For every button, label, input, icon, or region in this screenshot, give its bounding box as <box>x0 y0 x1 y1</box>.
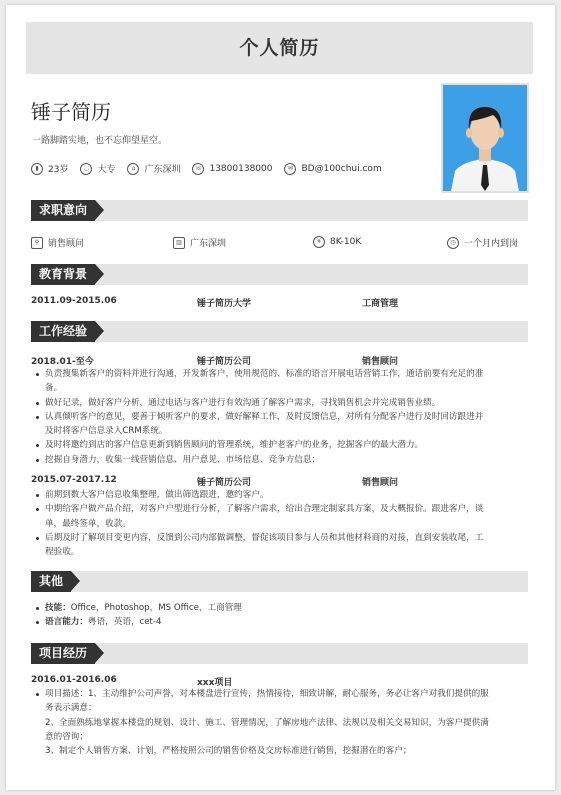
candidate-name: 锤子简历 <box>31 100 111 124</box>
list-item: 中期给客户做产品介绍，对客户户型进行分析，了解客户需求，给出合理定制家具方案，及大概报价。跟进客户，谈 <box>45 502 542 516</box>
info-phone: ☏ 13800138000 <box>192 163 272 175</box>
job-icon: ⚲ <box>31 237 43 249</box>
section-work <box>31 321 528 342</box>
personal-info <box>31 162 394 175</box>
list-item: 认真倾听客户的意见，要善于倾听客户的要求，做好解释工作，及时反馈信息，对所有分配客户进行及时回访跟进并 <box>45 410 542 424</box>
job-bullets <box>31 367 542 467</box>
section-title: 教育背景 <box>31 264 95 285</box>
job-bullets <box>31 488 542 559</box>
list-item: 前期到数大客户信息收集整理，做出筛选跟进，邀约客户。 <box>45 488 542 502</box>
list-item: 语言能力：粤语，英语，cet-4 <box>45 615 542 629</box>
phone-icon: ☏ <box>192 163 204 175</box>
avatar <box>441 83 529 193</box>
list-item: 项目描述：1、主动维护公司声誉，对本楼盘进行宣传，热情接待，细致讲解，耐心服务，务必让客户对我们提供的服 <box>45 687 542 701</box>
info-email: ✉ BD@100chui.com <box>284 163 381 175</box>
other-list <box>31 601 542 630</box>
section-other <box>31 571 528 592</box>
page-title: 个人简历 <box>26 22 533 74</box>
section-title: 其他 <box>31 571 71 592</box>
list-item: 务表示满意； <box>45 703 97 714</box>
section-title: 求职意向 <box>31 200 95 221</box>
list-item: 技能：Office，Photoshop，MS Office，工商管理 <box>45 601 542 615</box>
intent-arrival: ◷ 一个月内到岗 <box>447 236 518 249</box>
motto: 一路脚踏实地，也不忘仰望星空。 <box>32 136 168 146</box>
list-item: 负责搜集新客户的资料并进行沟通，开发新客户，使用规范的、标准的语言开展电话营销工作，通话前要有充足的准 <box>45 367 542 381</box>
list-item: 意的咨询； <box>45 731 88 742</box>
info-education: ◡ 大专 <box>80 162 115 175</box>
list-item: 及时将客户信息录入CRM系统。 <box>45 426 168 437</box>
info-age: ▮ 23岁 <box>31 162 68 175</box>
city-icon: ▥ <box>173 237 185 249</box>
list-item: 程验收。 <box>45 547 80 558</box>
intent-job: ⚲ 销售顾问 <box>31 236 84 249</box>
location-icon: ⌂ <box>127 163 139 175</box>
list-item: 挖掘自身潜力，收集一线营销信息、用户意见、市场信息、竞争方信息； <box>45 453 542 467</box>
list-item: 2、全面熟练地掌握本楼盘的规划、设计、施工、管理情况，了解房地产法律、法规以及相关交易知识，为客户提供满 <box>45 717 489 728</box>
section-intent <box>31 200 528 221</box>
info-location: ⌂ 广东深圳 <box>127 162 180 175</box>
section-title: 工作经验 <box>31 321 95 342</box>
email-icon: ✉ <box>284 163 296 175</box>
list-item: 后期及时了解项目变更内容，反馈到公司内部做调整，督促该项目参与人员和其他材料商的对接，直到安装收尾，工 <box>45 531 542 545</box>
intent-city: ▥ 广东深圳 <box>173 236 226 249</box>
salary-icon: ¥ <box>313 236 325 248</box>
resume-page: 个人简历 锤子简历 一路脚踏实地，也不忘仰望星空。 ▮ 23岁 ◡ 大专 ⌂ 广东深圳 ☏ 13800138000 ✉ BD@100chui.com 求职意向 ⚲ 销售顾问 ▥ 广东深圳 ¥ 8K-10K ◷ 一个月内到岗 教育背景 2011.09-2015.06 锤子简历大学 工商管理 工作经验 2018.01-至今 锤子简历公司 销售顾问 负责搜集新客户的资料并进行沟通，开发新客户，使用规范的、标准的语言开展电话营销工作，通话前要有充足的准 备。 做好记录，做好客户分析，通过电话与客户进行有效沟通了解客户需求，寻找销售机会并完成销售业绩。 认真倾听客户的意见，要善于倾听客户的要求，做好解释工作，及时反馈信息，对所有分配客户进行及时回访跟进并 及时将客户信息录入CRM系统。 及时将邀约到店的客户信息更新到销售顾问的管理系统，维护老客户的业务，挖掘客户的最大潜力。 挖掘自身潜力，收集一线营销信息、用户意见、市场信息、竞争方信息； 2015.07-2017.12 锤子简历公司 销售顾问 前期到数大客户信息收集整理，做出筛选跟进，邀约客户。 中期给客户做产品介绍，对客户户型进行分析，了解客户需求，给出合理定制家具方案，及大概报价。跟进客户，谈 单，最终签单，收款。 后期及时了解项目变更内容，反馈到公司内部做调整，督促该项目参与人员和其他材料商的对接，直到安装收尾，工 程验收。 其他 技能：Office，Photoshop，MS Office，工商管理 语言能力：粤语，英语，cet-4 项目经历 2016.01-2016.06 xxx项目 项目描述：1、主动维护公司声誉，对本楼盘进行宣传，热情接待，细致讲解，耐心服务，务必让客户对我们提供的服 务表示满意； 2、全面熟练地掌握本楼盘的规划、设计、施工、管理情况，了解房地产法律、法规以及相关交易知识，为客户提供满 意的咨询； 3、制定个人销售方案、计划，严格按照公司的销售价格及交房标准进行销售，挖掘潜在的客户； <box>6 5 555 790</box>
clock-icon: ◷ <box>447 237 459 249</box>
list-item: 及时将邀约到店的客户信息更新到销售顾问的管理系统，维护老客户的业务，挖掘客户的最大潜力。 <box>45 438 542 452</box>
list-item: 做好记录，做好客户分析，通过电话与客户进行有效沟通了解客户需求，寻找销售机会并完成销售业绩。 <box>45 396 542 410</box>
list-item: 单，最终签单，收款。 <box>45 518 131 529</box>
section-education <box>31 264 528 285</box>
age-icon: ▮ <box>31 163 43 175</box>
list-item: 备。 <box>45 383 63 394</box>
list-item: 3、制定个人销售方案、计划，严格按照公司的销售价格及交房标准进行销售，挖掘潜在的客户； <box>45 746 412 757</box>
project-lines <box>31 687 542 758</box>
section-title: 项目经历 <box>31 643 95 664</box>
section-project <box>31 643 528 664</box>
education-icon: ◡ <box>80 163 92 175</box>
intent-salary: ¥ 8K-10K <box>313 236 361 248</box>
